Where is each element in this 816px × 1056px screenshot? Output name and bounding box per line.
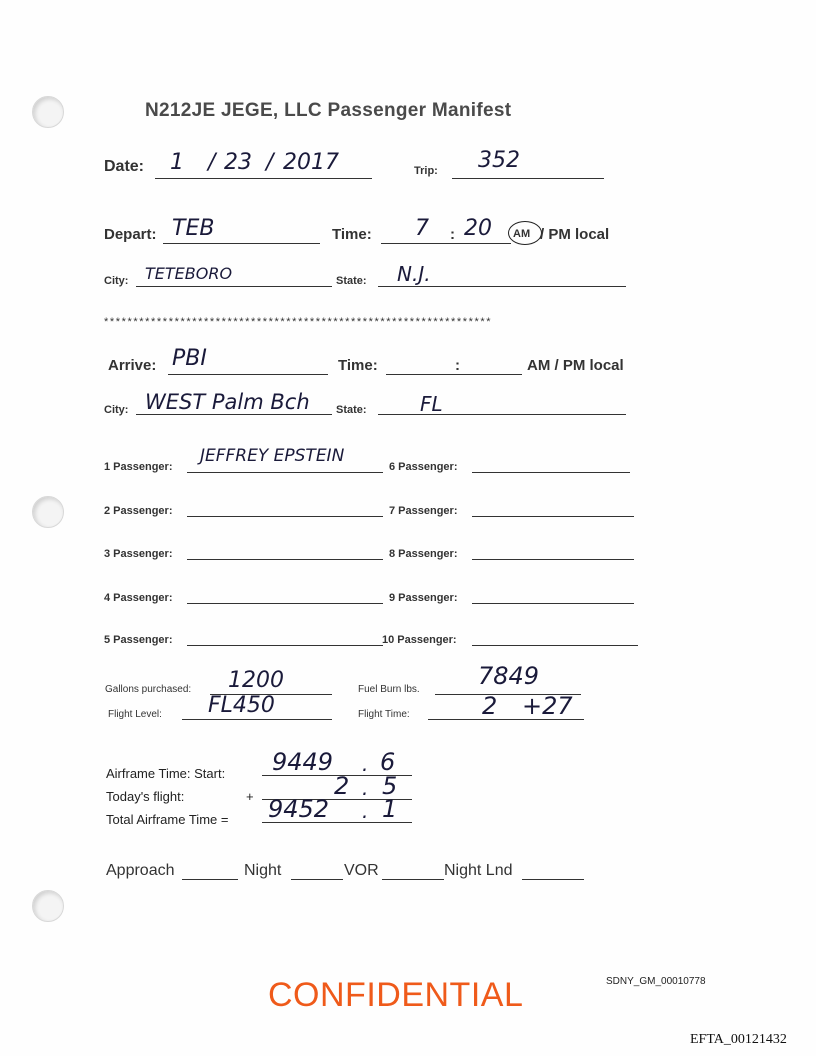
airframe-start-whole: 9449 [272,748,334,776]
arrive-ampm: AM / PM local [527,357,624,374]
approach-underline [182,879,238,880]
date-sep: / [208,150,216,175]
depart-state-value: N.J. [397,262,431,286]
date-underline [155,178,372,179]
passenger-label: 5 Passenger: [104,634,173,646]
date-month: 1 [170,150,184,175]
arrive-state-value: FL [420,392,443,416]
passenger-label: 4 Passenger: [104,592,173,604]
passenger-underline [187,559,383,560]
trip-underline [452,178,604,179]
flight-level-value: FL450 [208,693,275,718]
approach-label: Approach [106,862,175,879]
date-day: 23 [224,150,252,175]
gallons-value: 1200 [228,668,284,693]
passenger-underline [187,472,383,473]
todays-flight-label: Today's flight: [106,789,185,804]
passenger-label: 7 Passenger: [389,505,458,517]
arrive-colon: : [455,357,460,374]
asterisk-separator: ****************************************************************** [104,316,493,328]
depart-minute: 20 [464,216,492,241]
night-lnd-label: Night Lnd [444,862,513,879]
trip-label: Trip: [414,165,438,177]
passenger-underline [472,559,634,560]
flight-time-hours: 2 [482,692,498,720]
passenger-underline [472,472,630,473]
efta-number: EFTA_00121432 [690,1032,787,1047]
date-label: Date: [104,158,145,175]
fuel-burn-label: Fuel Burn lbs. [358,684,420,695]
trip-value: 352 [478,148,520,173]
binder-hole [32,96,64,128]
binder-hole [32,496,64,528]
total-airframe-whole: 9452 [268,795,330,823]
confidential-stamp: CONFIDENTIAL [268,976,524,1014]
gallons-label: Gallons purchased: [105,684,192,695]
arrive-underline [168,374,328,375]
passenger-underline [472,603,634,604]
binder-hole [32,890,64,922]
vor-underline [382,879,444,880]
depart-value: TEB [172,216,215,241]
plus-sign: + [246,789,254,804]
arrive-city-label: City: [104,404,129,416]
depart-colon: : [450,226,455,243]
total-airframe-label: Total Airframe Time = [106,812,229,827]
depart-state-underline [378,286,626,287]
arrive-state-underline [378,414,626,415]
arrive-time-underline [386,374,522,375]
depart-city-underline [136,286,332,287]
night-underline [291,879,343,880]
passenger-label: 1 Passenger: [104,461,173,473]
depart-underline [163,243,320,244]
flight-time-label: Flight Time: [358,709,410,720]
night-label: Night [244,862,282,879]
flight-level-label: Flight Level: [108,709,162,720]
total-airframe-decimal: 1 [382,795,398,823]
fuel-burn-value: 7849 [478,662,540,690]
flight-time-minutes: +27 [522,692,573,720]
night-lnd-underline [522,879,584,880]
passenger-underline [187,603,383,604]
depart-time-underline [381,243,511,244]
passenger-value: JEFFREY EPSTEIN [200,446,345,466]
depart-city-label: City: [104,275,129,287]
vor-label: VOR [344,862,379,879]
arrive-time-label: Time: [338,357,378,374]
passenger-underline [472,516,634,517]
depart-am: AM [513,228,531,240]
arrive-state-label: State: [336,404,367,416]
airframe-dot: . [362,799,369,823]
airframe-dot: . [362,752,369,776]
depart-state-label: State: [336,275,367,287]
bates-number: SDNY_GM_00010778 [606,976,706,987]
passenger-label: 6 Passenger: [389,461,458,473]
airframe-start-decimal: 6 [380,748,396,776]
passenger-label: 3 Passenger: [104,548,173,560]
arrive-value: PBI [172,346,207,371]
passenger-label: 2 Passenger: [104,505,173,517]
arrive-label: Arrive: [108,357,157,374]
depart-hour: 7 [415,216,429,241]
passenger-underline [472,645,638,646]
form-title: N212JE JEGE, LLC Passenger Manifest [145,100,512,121]
depart-city-value: TETEBORO [145,264,233,283]
passenger-label: 9 Passenger: [389,592,458,604]
depart-time-label: Time: [332,226,372,243]
passenger-label: 10 Passenger: [382,634,457,646]
passenger-label: 8 Passenger: [389,548,458,560]
todays-flight-whole: 2 [334,772,350,800]
passenger-underline [187,516,383,517]
arrive-city-value: WEST Palm Bch [145,390,310,414]
depart-label: Depart: [104,226,157,243]
airframe-dot: . [362,776,369,800]
airframe-start-label: Airframe Time: Start: [106,766,226,781]
passenger-underline [187,645,383,646]
arrive-city-underline [136,414,332,415]
flight-level-underline [182,719,332,720]
date-sep: / [266,150,274,175]
date-year: 2017 [283,150,339,175]
depart-pm-local: / PM local [540,226,610,243]
todays-flight-decimal: 5 [382,772,398,800]
